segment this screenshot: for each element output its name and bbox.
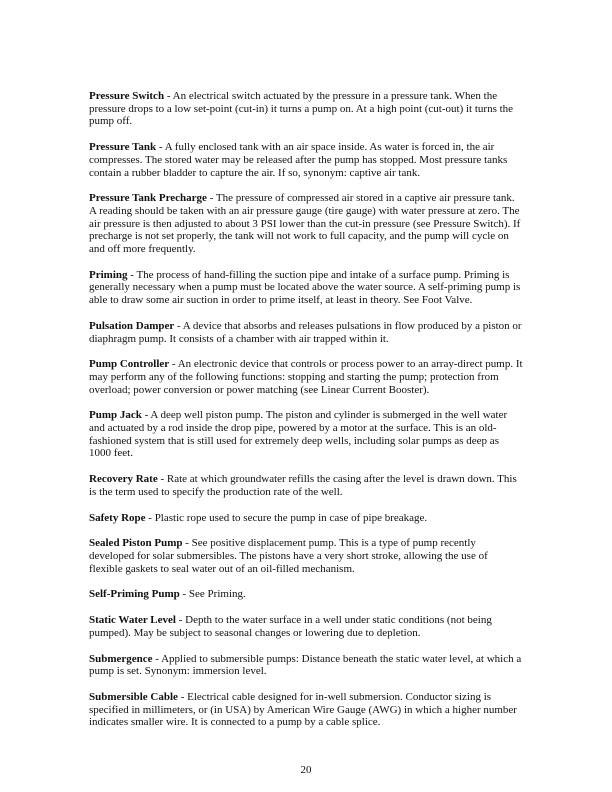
glossary-entry [89,409,523,460]
glossary-term: Pump Jack [89,409,142,422]
glossary-entry [89,269,523,307]
glossary-definition: - Applied to submersible pumps: Distance beneath the static water level, at which a pump is set. Synonym: immersion level. [89,652,522,678]
glossary-definition: - A device that absorbs and releases pulsations in flow produced by a piston or diaphragm pump. It consists of a chamber with air trapped within it. [89,319,522,345]
glossary-term: Submersible Cable [89,690,178,703]
glossary-definition: - A deep well piston pump. The piston and cylinder is submerged in the well water and actuated by a rod inside the drop pipe, powered by a motor at the surface. This is an old-fashioned system that is still used for extremely deep wells, including solar pumps as deep as 1000 feet. [89,409,508,460]
glossary-definition: - A fully enclosed tank with an air space inside. As water is forced in, the air compresses. The stored water may be released after the pump has stopped. Most pressure tanks contain a rubber bladder to capture the air. If so, synonym: captive air tank. [89,141,508,179]
glossary-definition: - An electronic device that controls or process power to an array-direct pump. It may perform any of the following functions: stopping and starting the pump; protection from overload; power conversion or power matching (see Linear Current Booster). [89,358,523,396]
glossary-definition: - See positive displacement pump. This is a type of pump recently developed for solar submersibles. The pistons have a very short stroke, allowing the use of flexible gaskets to seal water out of an oil-filled mechanism. [89,537,488,575]
glossary-term: Self-Priming Pump [89,588,180,601]
glossary-term: Priming [89,268,128,281]
glossary-entry [89,473,523,498]
glossary-entry [89,614,523,639]
glossary-entry [89,192,523,256]
glossary-term: Pump Controller [89,358,170,371]
glossary-term: Submergence [89,652,153,665]
glossary-entry [89,320,523,345]
glossary-entry [89,90,523,128]
glossary-entry [89,588,523,601]
glossary-entry [89,141,523,179]
glossary-term: Safety Rope [89,511,146,524]
glossary-entry [89,512,523,525]
glossary-definition: - An electrical switch actuated by the pressure in a pressure tank. When the pressure drops to a low set-point (cut-in) it turns a pump on. At a high point (cut-out) it turns the pump off. [89,90,514,128]
glossary-definition: - Electrical cable designed for in-well submersion. Conductor sizing is specified in millimeters, or (in USA) by American Wire Gauge (AWG) in which a higher number indicates smaller wire. It is connected to a pump by a cable splice. [89,690,517,729]
glossary-definition: - Rate at which groundwater refills the casing after the level is drawn down. This is the term used to specify the production rate of the well. [89,473,517,498]
glossary-definition: - Plastic rope used to secure the pump in case of pipe breakage. [145,511,428,524]
glossary-definition: - See Priming. [179,588,246,601]
glossary-term: Sealed Piston Pump [89,537,183,550]
glossary-entry [89,691,523,729]
glossary-term: Recovery Rate [89,473,158,486]
glossary-term: Pressure Tank Precharge [89,192,207,205]
glossary-body [89,90,523,742]
glossary-definition: - Depth to the water surface in a well under static conditions (not being pumped). May be subject to seasonal changes or lowering due to depletion. [89,614,492,639]
glossary-term: Static Water Level [89,614,176,627]
glossary-definition: - The pressure of compressed air stored in a captive air pressure tank. A reading should be taken with an air pressure gauge (tire gauge) with water pressure at zero. The air pressure is then adjusted to about 3 PSI lower than the cut-in pressure (see Pressure Switch). If precharge is not set properly, the tank will not work to full capacity, and the pump will cycle on and off more frequently. [89,192,521,256]
page-number: 20 [300,764,312,776]
glossary-term: Pulsation Damper [89,319,175,332]
glossary-term: Pressure Tank [89,141,157,154]
glossary-term: Pressure Switch [89,90,165,102]
glossary-definition: - The process of hand-filling the suction pipe and intake of a surface pump. Priming is generally necessary when a pump must be located above the water source. A self-priming pump is able to draw some air suction in order to prime itself, at least in theory. See Foot Valve. [89,268,521,307]
glossary-entry [89,653,523,678]
glossary-entry [89,358,523,396]
glossary-entry [89,537,523,575]
